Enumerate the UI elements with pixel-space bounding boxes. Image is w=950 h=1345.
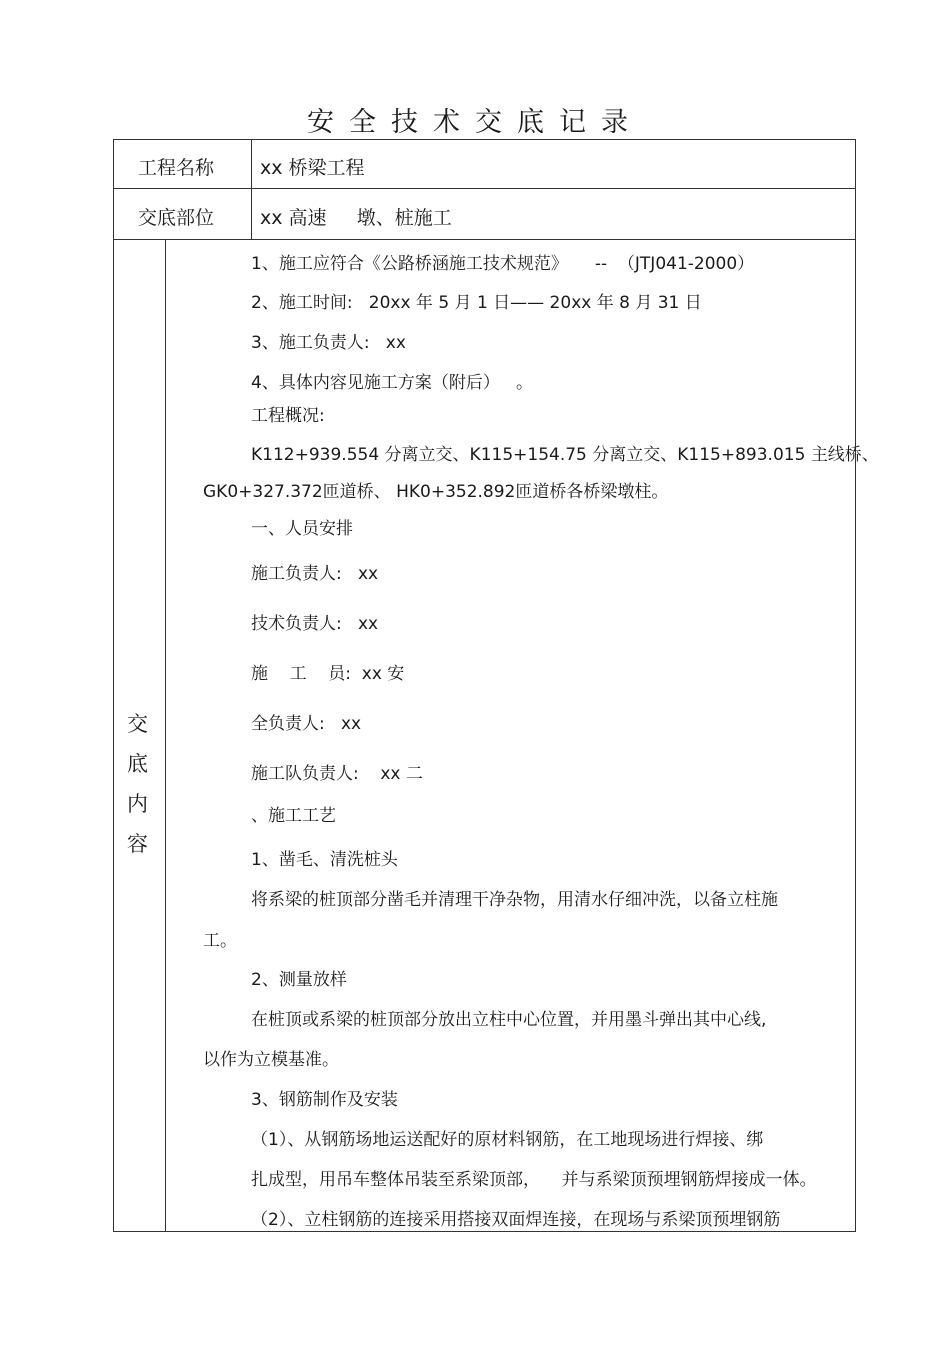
content-line: 技术负责人: xx	[251, 614, 379, 634]
content-label-char: 内	[127, 792, 148, 816]
content-line: 4、具体内容见施工方案（附后） 。	[251, 373, 534, 393]
content-line: 一、人员安排	[251, 519, 353, 539]
content-line: （2）、立柱钢筋的连接采用搭接双面焊连接，在现场与系梁顶预埋钢筋	[251, 1210, 781, 1230]
content-line: 2、施工时间: 20xx 年 5 月 1 日—— 20xx 年 8 月 31 日	[251, 293, 702, 313]
table-border-top	[113, 139, 856, 140]
column-divider	[251, 139, 252, 239]
table-border-right	[855, 139, 856, 1231]
content-line: 1、施工应符合《公路桥涵施工技术规范》 -- （JTJ041-2000）	[251, 254, 755, 274]
content-line: 将系梁的桩顶部分凿毛并清理干净杂物，用清水仔细冲洗，以备立柱施	[251, 890, 778, 910]
document-title: 安全技术交底记录	[307, 107, 643, 138]
content-label-char: 底	[127, 752, 148, 776]
disclosure-location-label: 交底部位	[138, 207, 215, 229]
content-line: （1）、从钢筋场地运送配好的原材料钢筋，在工地现场进行焊接、绑	[251, 1130, 764, 1150]
content-line: 3、施工负责人: xx	[251, 333, 406, 353]
content-line: 以作为立模基准。	[203, 1050, 339, 1070]
content-line: 工。	[203, 931, 237, 951]
table-border-bottom	[113, 1231, 856, 1232]
content-line: 施工负责人: xx	[251, 564, 379, 584]
disclosure-location-value: xx 高速 墩、桩施工	[260, 207, 452, 229]
content-line: 3、钢筋制作及安装	[251, 1090, 398, 1110]
row-divider	[113, 239, 856, 240]
content-line: 工程概况:	[251, 406, 325, 426]
content-label-char: 交	[127, 712, 148, 736]
content-label-char: 容	[127, 832, 148, 856]
row-divider	[113, 188, 856, 189]
content-line: 施工队负责人: xx 二	[251, 764, 423, 784]
content-line: 扎成型，用吊车整体吊装至系梁顶部， 并与系梁顶预埋钢筋焊接成一体。	[251, 1170, 817, 1190]
content-line: 全负责人: xx	[251, 714, 362, 734]
table-border-left	[113, 139, 114, 1231]
content-line: K112+939.554 分离立交、K115+154.75 分离立交、K115+893.015 主线桥、	[251, 445, 879, 465]
content-line: GK0+327.372匝道桥、 HK0+352.892匝道桥各桥梁墩柱。	[203, 482, 669, 502]
content-line: 施 工 员: xx 安	[251, 664, 405, 684]
project-name-value: xx 桥梁工程	[260, 157, 365, 179]
content-line: 1、凿毛、清洗桩头	[251, 850, 398, 870]
content-line: 在桩顶或系梁的桩顶部分放出立柱中心位置，并用墨斗弹出其中心线,	[251, 1010, 767, 1030]
content-line: 、施工工艺	[251, 806, 336, 826]
content-line: 2、测量放样	[251, 970, 347, 990]
project-name-label: 工程名称	[138, 157, 215, 179]
column-divider	[165, 239, 166, 1231]
